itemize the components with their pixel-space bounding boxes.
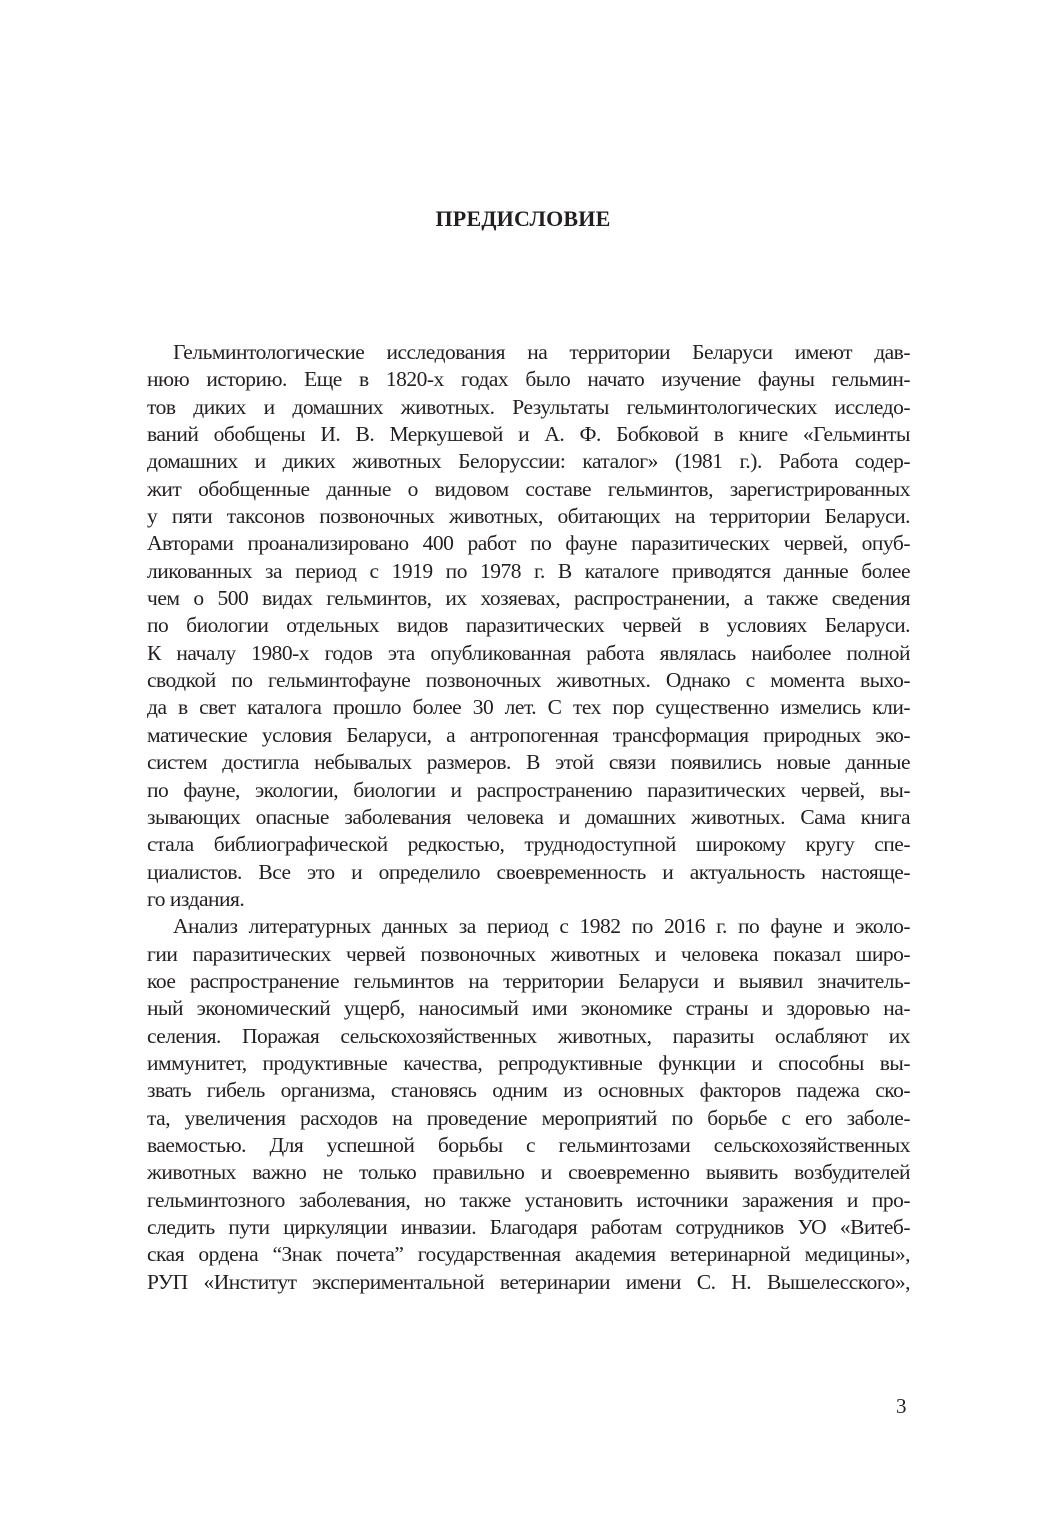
text-line: тов диких и домашних животных. Результаты гельминтологических исследо- xyxy=(147,394,910,419)
text-line: следить пути циркуляции инвазии. Благодаря работам сотрудников УО «Витеб- xyxy=(147,1215,910,1239)
text-line: го издания. xyxy=(147,886,245,911)
text-line: ликованных за период с 1919 по 1978 г. В каталоге приводятся данные более xyxy=(147,558,910,583)
text-line: иммунитет, продуктивные качества, репродуктивные функции и способны вы- xyxy=(147,1050,910,1075)
text-line: кое распространение гельминтов на территории Беларуси и выявил значитель- xyxy=(147,968,910,993)
text-line: нюю историю. Еще в 1820-х годах было начато изучение фауны гельмин- xyxy=(147,367,910,392)
text-line: по биологии отдельных видов паразитических червей в условиях Беларуси. xyxy=(147,613,910,638)
text-line: ваемостью. Для успешной борьбы с гельминтозами сельскохозяйственных xyxy=(147,1132,910,1157)
text-line: животных важно не только правильно и своевременно выявить возбудителей xyxy=(147,1160,910,1185)
text-line: селения. Поражая сельскохозяйственных животных, паразиты ослабляют их xyxy=(147,1023,910,1048)
text-line: РУП «Институт экспериментальной ветеринарии имени С. Н. Вышелесского», xyxy=(147,1269,910,1294)
text-line: жит обобщенные данные о видовом составе гельминтов, зарегистрированных xyxy=(147,476,910,501)
paragraph xyxy=(147,913,910,1296)
text-line: К началу 1980-х годов эта опубликованная работа являлась наиболее полной xyxy=(147,640,910,665)
text-line: Анализ литературных данных за период с 1982 по 2016 г. по фауне и эколо- xyxy=(173,914,910,939)
text-line: гии паразитических червей позвоночных животных и человека показал широ- xyxy=(147,941,910,966)
text-line: домашних и диких животных Белоруссии: каталог» (1981 г.). Работа содер- xyxy=(147,449,910,474)
text-line: матические условия Беларуси, а антропогенная трансформация природных эко- xyxy=(147,722,910,747)
text-line: та, увеличения расходов на проведение мероприятий по борьбе с его заболе- xyxy=(147,1105,910,1130)
text-line: систем достигла небывалых размеров. В этой связи появились новые данные xyxy=(147,750,910,775)
text-line: да в свет каталога прошло более 30 лет. С тех пор существенно измелись кли- xyxy=(147,695,910,720)
text-line: Гельминтологические исследования на территории Беларуси имеют дав- xyxy=(173,340,910,364)
text-line: гельминтозного заболевания, но также установить источники заражения и про- xyxy=(147,1187,910,1212)
page-title: ПРЕДИСЛОВИЕ xyxy=(435,206,611,231)
paragraph xyxy=(147,339,910,913)
text-line: ская ордена “Знак почета” государственная академия ветеринарной медицины», xyxy=(147,1242,910,1267)
text-line: зывающих опасные заболевания человека и домашних животных. Сама книга xyxy=(147,804,910,829)
text-line: циалистов. Все это и определило своевременность и актуальность настояще- xyxy=(147,859,910,884)
text-line: сводкой по гельминтофауне позвоночных животных. Однако с момента выхо- xyxy=(147,668,910,693)
text-line: ный экономический ущерб, наносимый ими экономике страны и здоровью на- xyxy=(147,996,910,1021)
text-line: ваний обобщены И. В. Меркушевой и А. Ф. Бобковой в книге «Гельминты xyxy=(147,422,910,447)
text-line: у пяти таксонов позвоночных животных, обитающих на территории Беларуси. xyxy=(147,504,910,529)
text-line: стала библиографической редкостью, труднодоступной широкому кругу спе- xyxy=(147,832,910,857)
page-number: 3 xyxy=(896,1394,907,1418)
text-line: по фауне, экологии, биологии и распространению паразитических червей, вы- xyxy=(147,777,910,802)
text-line: Авторами проанализировано 400 работ по фауне паразитических червей, опуб- xyxy=(147,531,910,556)
body-text xyxy=(147,339,910,1296)
text-line: звать гибель организма, становясь одним из основных факторов падежа ско- xyxy=(147,1078,910,1103)
text-line: чем о 500 видах гельминтов, их хозяевах, распространении, а также сведения xyxy=(147,586,910,611)
